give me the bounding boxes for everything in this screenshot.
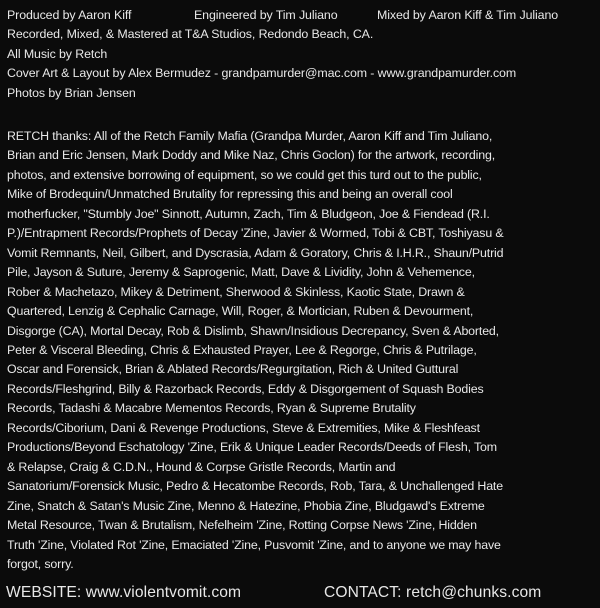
mixed-by: Mixed by Aaron Kiff & Tim Juliano [377, 8, 559, 22]
thanks-line: Pile, Jayson & Suture, Jeremy & Saprogenic, Matt, Dave & Lividity, John & Vehemence, [7, 265, 475, 280]
website-text: WEBSITE: www.violentvomit.com [6, 584, 242, 601]
thanks-line: RETCH thanks: All of the Retch Family Mafia (Grandpa Murder, Aaron Kiff and Tim Juliano, [7, 129, 493, 143]
thanks-line: Truth 'Zine, Violated Rot 'Zine, Emaciated 'Zine, Pusvomit 'Zine, and to anyone we may have [7, 537, 501, 552]
music-by: All Music by Retch [7, 46, 108, 61]
thanks-line: Productions/Beyond Eschatology 'Zine, Erik & Unique Leader Records/Deeds of Flesh, Tom [7, 440, 497, 455]
thanks-line: Oscar and Forensick, Brian & Ablated Records/Regurgitation, Rich & United Guttural [7, 362, 459, 377]
thanks-line: motherfucker, "Stumbly Joe" Sinnott, Autumn, Zach, Tim & Bludgeon, Joe & Fiendead (R.I. [7, 206, 490, 221]
thanks-line: photos, and extensive borrowing of equipment, so we could get this turd out to the public, [7, 167, 482, 182]
thanks-line: Records, Tadashi & Macabre Mementos Records, Ryan & Supreme Brutality [7, 401, 416, 416]
thanks-line: Zine, Snatch & Satan's Music Zine, Menno & Hatezine, Phobia Zine, Bludgawd's Extreme [7, 498, 485, 513]
produced-by: Produced by Aaron Kiff [7, 8, 132, 22]
thanks-line: Disgorge (CA), Mortal Decay, Rob & Dislimb, Shawn/Insidious Decrepancy, Sven & Aborted, [7, 323, 499, 338]
thanks-line: P.)/Entrapment Records/Prophets of Decay 'Zine, Javier & Wormed, Tobi & CBT, Toshiyasu & [7, 226, 504, 241]
thanks-line: Mike of Brodequin/Unmatched Brutality for repressing this and being an overall cool [7, 187, 453, 202]
thanks-line: forgot, sorry. [7, 556, 74, 571]
thanks-paragraph [7, 127, 597, 574]
thanks-line: Quartered, Lenzig & Cephalic Carnage, Will, Roger, & Mortician, Ruben & Devourment, [7, 304, 474, 319]
thanks-line: Records/Fleshgrind, Billy & Razorback Records, Eddy & Disgorgement of Squash Bodies [7, 381, 484, 396]
thanks-line: Rober & Machetazo, Mikey & Detriment, Sherwood & Skinless, Kaotic State, Drawn & [7, 284, 465, 299]
engineered-by: Engineered by Tim Juliano [194, 8, 338, 22]
thanks-line: Sanatorium/Forensick Music, Pedro & Hecatombe Records, Rob, Tara, & Unchallenged Hate [7, 479, 503, 494]
thanks-line: Peter & Visceral Bleeding, Chris & Exhausted Prayer, Lee & Regorge, Chris & Putrilage, [7, 342, 477, 357]
credits-row-production [7, 6, 595, 25]
photos-by: Photos by Brian Jensen [7, 85, 136, 100]
thanks-line: Metal Resource, Twan & Brutalism, Nefelheim 'Zine, Rotting Corpse News 'Zine, Hidden [7, 518, 477, 533]
recorded-at: Recorded, Mixed, & Mastered at T&A Studios, Redondo Beach, CA. [7, 27, 374, 42]
thanks-line: Vomit Remnants, Neil, Gilbert, and Dyscrasia, Adam & Goratory, Chris & I.H.R., Shaun/Putrid [7, 245, 504, 260]
thanks-line: Brian and Eric Jensen, Mark Doddy and Mike Naz, Chris Goclon) for the artwork, recording, [7, 148, 495, 163]
contact-email-text: CONTACT: retch@chunks.com [324, 584, 542, 601]
thanks-line: & Relapse, Craig & C.D.N., Hound & Corpse Gristle Records, Martin and [7, 459, 396, 474]
cover-art-by: Cover Art & Layout by Alex Bermudez - grandpamurder@mac.com - www.grandpamurder.com [7, 66, 517, 81]
thanks-line: Records/Ciborium, Dani & Revenge Productions, Steve & Extremities, Mike & Fleshfeast [7, 420, 480, 435]
credits-block [7, 6, 595, 103]
